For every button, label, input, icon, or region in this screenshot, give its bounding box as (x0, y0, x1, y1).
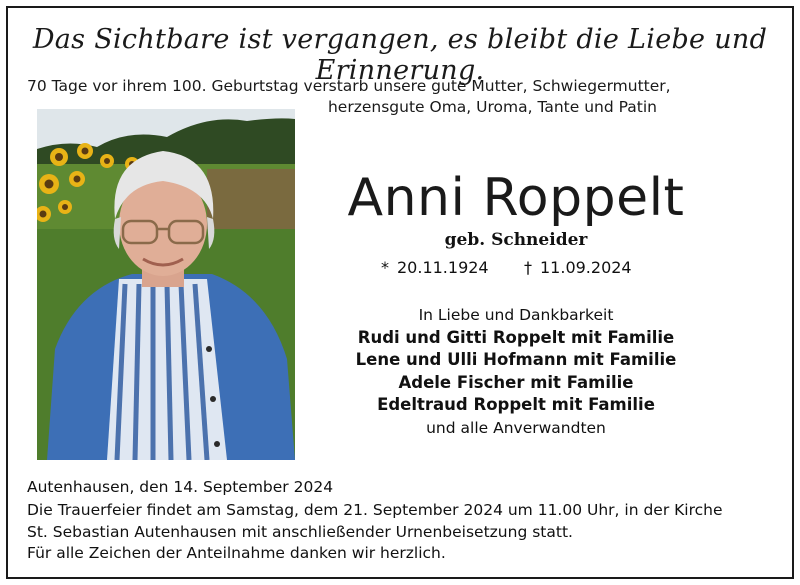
maiden-name: geb. Schneider (444, 230, 588, 250)
birth-star-icon: * (381, 258, 389, 277)
family-line: Rudi und Gitti Roppelt mit Familie (357, 327, 675, 347)
motto: Das Sichtbare ist vergangen, es bleibt die Liebe und Erinnerung. (32, 24, 768, 86)
intro-line-1: 70 Tage vor ihrem 100. Geburtstag verstarb unsere gute Mutter, Schwiegermutter, (27, 77, 671, 95)
birth-date: 20.11.1924 (397, 258, 489, 277)
mourners-block (296, 304, 736, 439)
service-line-1: Die Trauerfeier findet am Samstag, dem 21. September 2024 um 11.00 Uhr, in der Kirche (27, 501, 723, 519)
portrait-photo (37, 109, 295, 460)
intro-line-2: herzensgute Oma, Uroma, Tante und Patin (327, 98, 657, 116)
death-cross-icon: † (524, 258, 532, 277)
mourners-tail: und alle Anverwandten (426, 418, 606, 437)
family-line: Edeltraud Roppelt mit Familie (377, 395, 655, 414)
death-date-row (524, 258, 632, 277)
death-date: 11.09.2024 (540, 258, 632, 277)
family-line: Adele Fischer mit Familie (398, 372, 634, 392)
family-line: Lene und Ulli Hofmann mit Familie (355, 350, 677, 369)
mourners-lead: In Liebe und Dankbarkeit (418, 306, 614, 324)
service-line-2: St. Sebastian Autenhausen mit anschließender Urnenbeisetzung statt. (27, 522, 573, 541)
birth-date-row (381, 258, 489, 277)
service-info (27, 500, 723, 565)
place-date: Autenhausen, den 14. September 2024 (27, 478, 334, 496)
service-line-3: Für alle Zeichen der Anteilnahme danken wir herzlich. (27, 544, 446, 562)
deceased-name: Anni Roppelt (347, 168, 685, 228)
